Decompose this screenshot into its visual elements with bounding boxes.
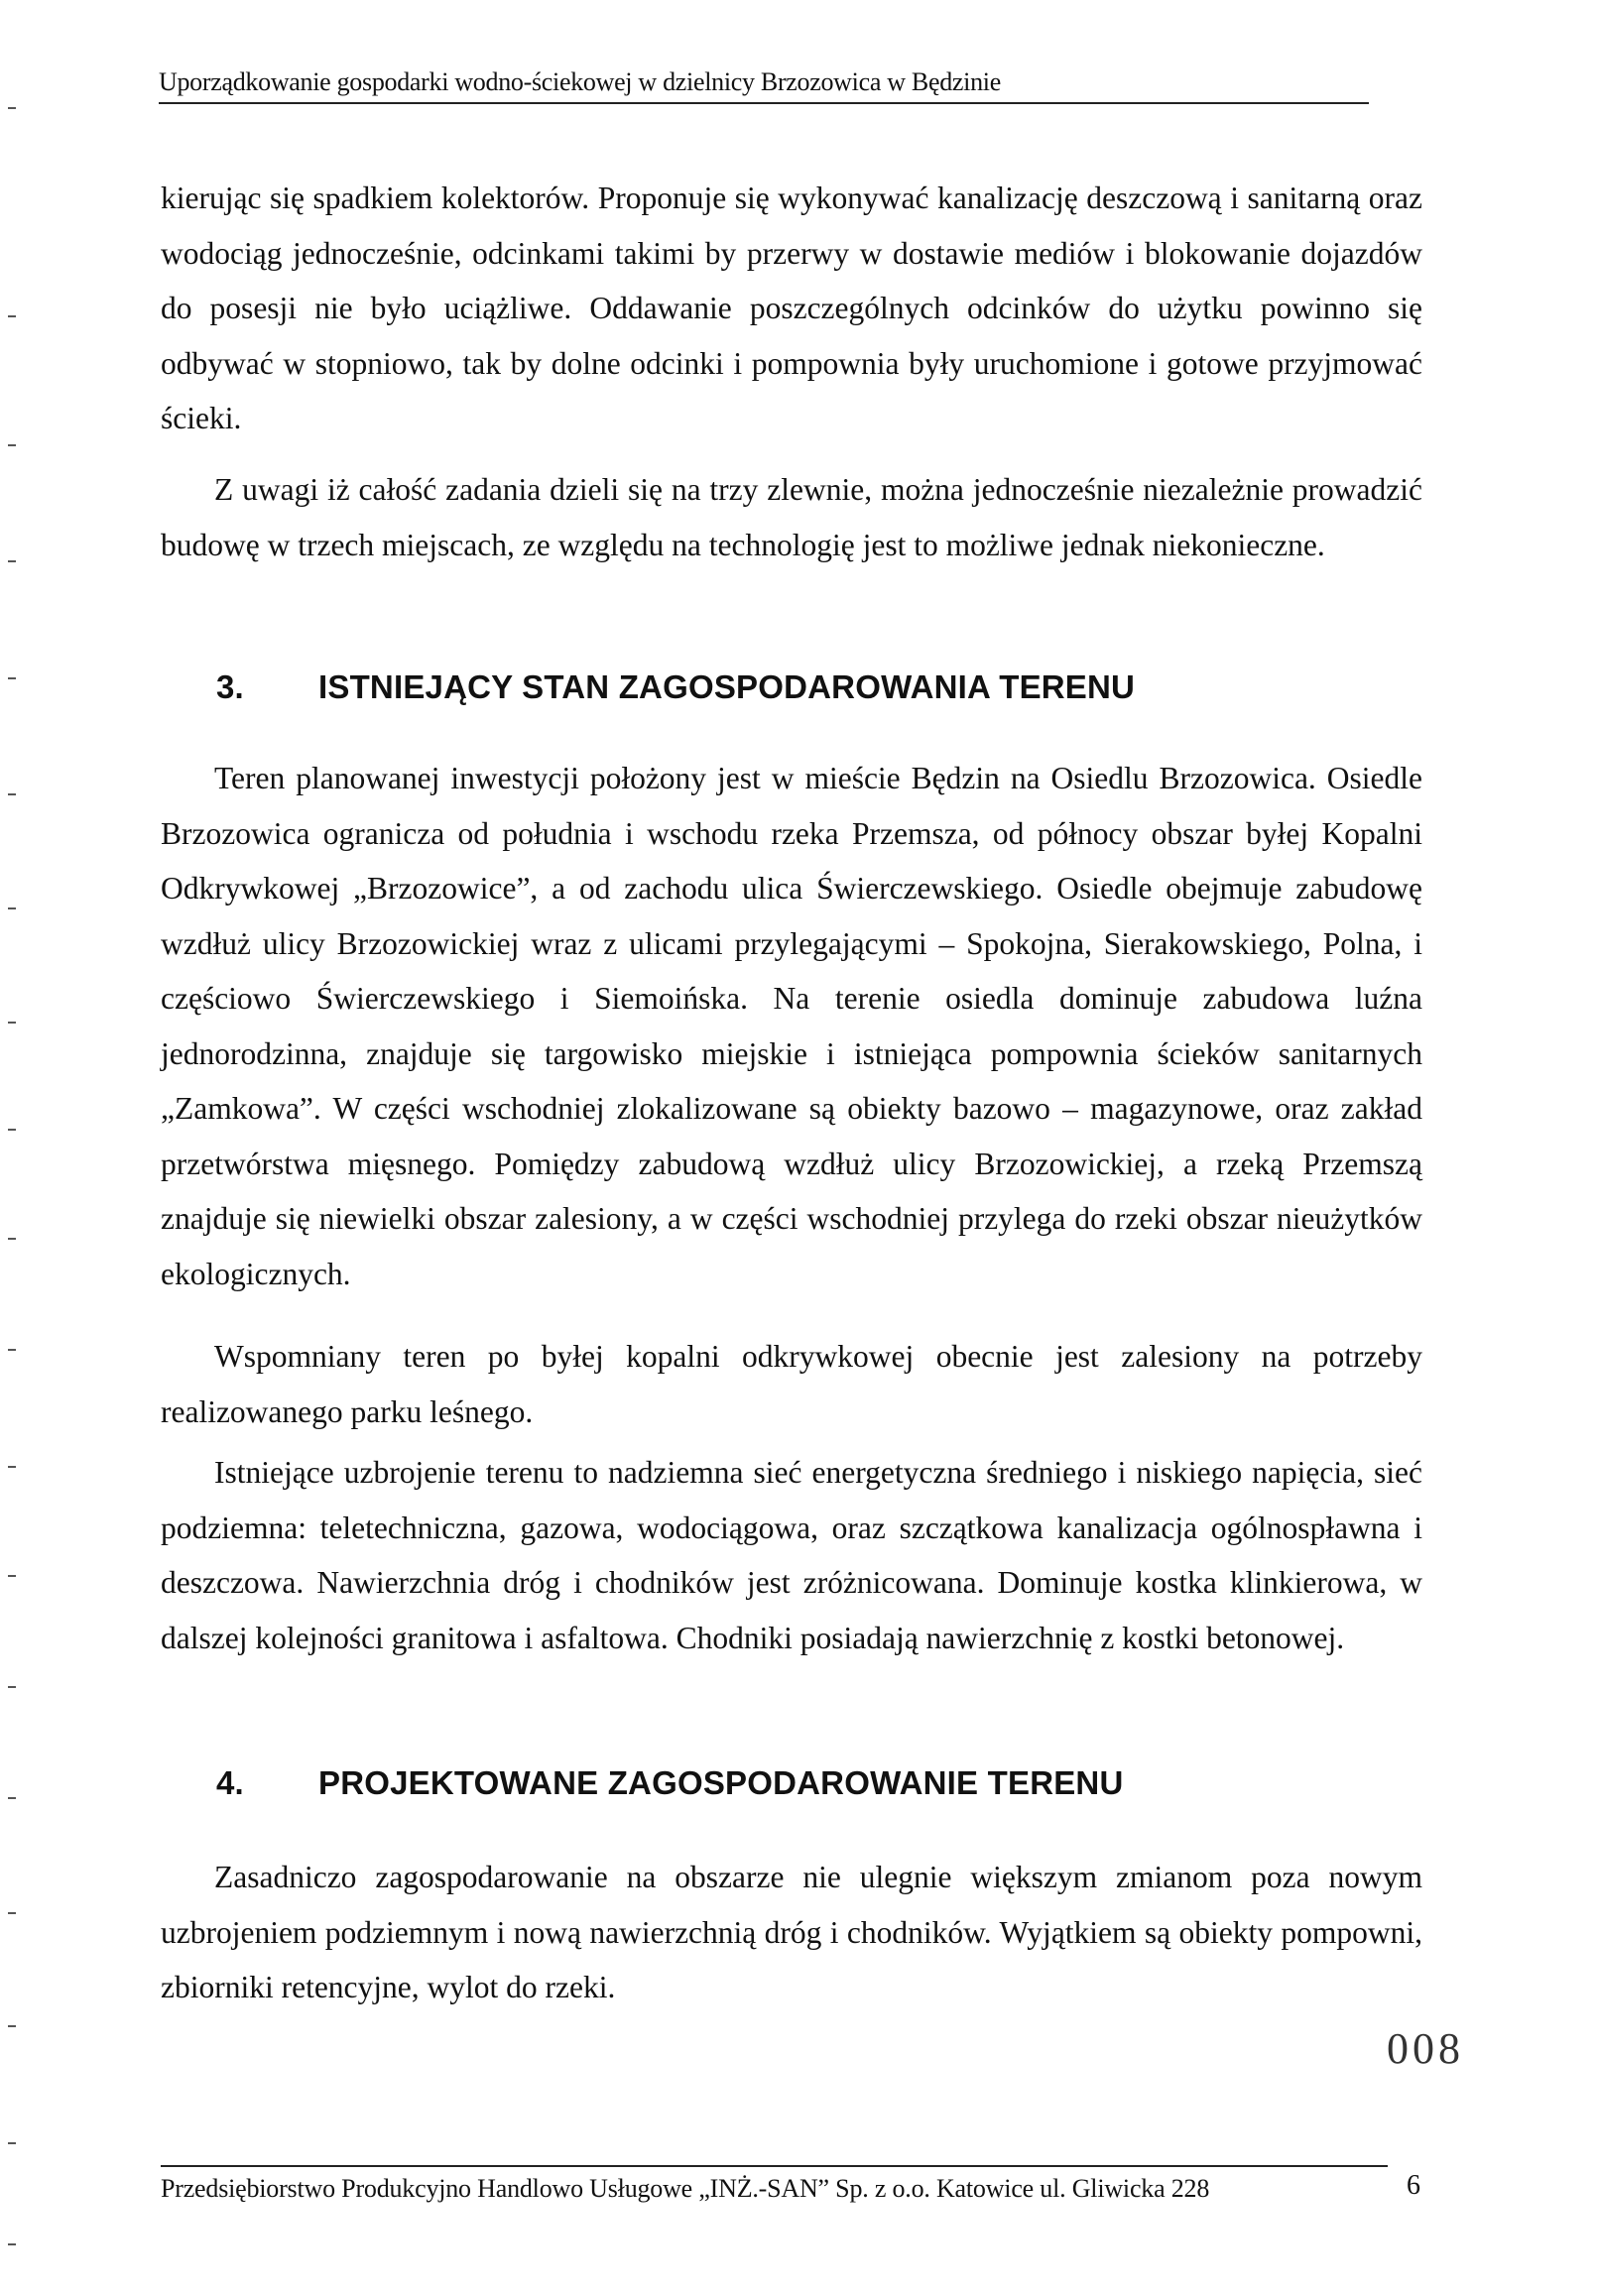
intro-paragraph-2: Z uwagi iż całość zadania dzieli się na trzy zlewnie, można jednocześnie niezależnie prowadzić budowę w trzech miejscach, ze względu na technologię jest to możliwe jednak niekonieczne. [161,472,1422,562]
footer-company: Przedsiębiorstwo Produkcyjno Handlowo Usługowe „INŻ.-SAN” Sp. z o.o. Katowice ul. Gliwicka 228 [161,2165,1388,2204]
margin-tick [8,1466,16,1468]
margin-tick [8,444,16,446]
margin-tick [8,1238,16,1240]
margin-tick [8,1575,16,1577]
margin-tick [8,1129,16,1131]
section-3-number: 3. [216,668,244,705]
section-4-heading [216,1764,1124,1802]
margin-tick [8,2243,16,2245]
section-4-paragraph-1: Zasadniczo zagospodarowanie na obszarze nie ulegnie większym zmianom poza nowym uzbrojeniem podziemnym i nową nawierzchnią dróg i chodników. Wyjątkiem są obiekty pompowni, zbiorniki retencyjne, wylot do rzeki. [161,1860,1422,2004]
margin-tick [8,2025,16,2027]
section-3-paragraph-2: Wspomniany teren po byłej kopalni odkrywkowej obecnie jest zalesiony na potrzeby realizowanego parku leśnego. [161,1339,1422,1429]
section-4-number: 4. [216,1764,244,1801]
section-4-title: PROJEKTOWANE ZAGOSPODAROWANIE TERENU [318,1764,1124,1801]
page-number: 6 [1407,2170,1420,2201]
page-stamp-number: 008 [1387,2024,1464,2073]
intro-paragraph-1: kierując się spadkiem kolektorów. Proponuje się wykonywać kanalizację deszczową i sanitarną oraz wodociąg jednocześnie, odcinkami takimi by przerwy w dostawie mediów i blokowanie dojazdów do posesji nie było uciążliwe. Oddawanie poszczególnych odcinków do użytku powinno się odbywać w stopniowo, tak by dolne odcinki i pompownia były uruchomione i gotowe przyjmować ścieki. [161,181,1422,435]
margin-tick [8,2142,16,2144]
margin-tick [8,1022,16,1024]
margin-tick [8,1912,16,1914]
section-3-title: ISTNIEJĄCY STAN ZAGOSPODAROWANIA TERENU [318,668,1136,705]
margin-tick [8,107,16,109]
margin-tick [8,315,16,317]
margin-tick [8,1797,16,1799]
margin-tick [8,793,16,795]
section-3-paragraph-3: Istniejące uzbrojenie terenu to nadziemna sieć energetyczna średniego i niskiego napięcia, sieć podziemna: teletechniczna, gazowa, wodociągowa, oraz szczątkowa kanalizacja ogólnospławna i deszczowa. Nawierzchnia dróg i chodników jest zróżnicowana. Dominuje kostka klinkierowa, w dalszej kolejności granitowa i asfaltowa. Chodniki posiadają nawierzchnię z kostki betonowej. [161,1455,1422,1655]
margin-tick [8,1349,16,1351]
margin-tick [8,1686,16,1688]
running-header: Uporządkowanie gospodarki wodno-ściekowej w dzielnicy Brzozowica w Będzinie [159,67,1369,104]
margin-tick [8,907,16,909]
margin-tick [8,677,16,679]
section-3-heading [216,668,1135,706]
section-3-paragraph-1: Teren planowanej inwestycji położony jest w mieście Będzin na Osiedlu Brzozowica. Osiedle Brzozowica ogranicza od południa i wschodu rzeka Przemsza, od północy obszar byłej Kopalni Odkrywkowej „Brzozowice”, a od zachodu ulica Świerczewskiego. Osiedle obejmuje zabudowę wzdłuż ulicy Brzozowickiej wraz z ulicami przylegającymi – Spokojna, Sierakowskiego, Polna, i częściowo Świerczewskiego i Siemoińska. Na terenie osiedla dominuje zabudowa luźna jednorodzinna, znajduje się targowisko miejskie i istniejąca pompownia ścieków sanitarnych „Zamkowa”. W części wschodniej zlokalizowane są obiekty bazowo – magazynowe, oraz zakład przetwórstwa mięsnego. Pomiędzy zabudową wzdłuż ulicy Brzozowickiej, a rzeką Przemszą znajduje się niewielki obszar zalesiony, a w części wschodniej przylega do rzeki obszar nieużytków ekologicznych. [161,761,1422,1291]
margin-tick [8,560,16,562]
